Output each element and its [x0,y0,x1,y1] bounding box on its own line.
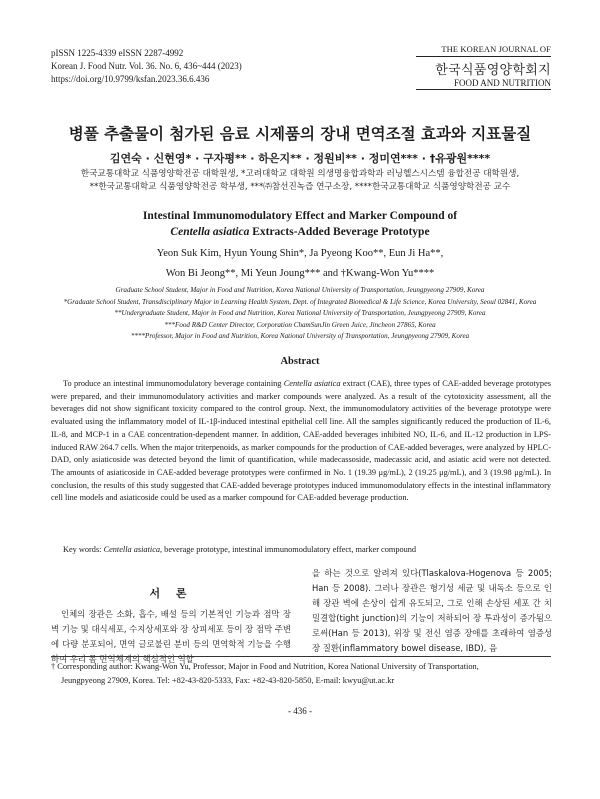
korean-authors: 김연숙 · 신현영* · 구자평** · 하은지** · 정원비** · 정미연*** · †유광원**** [109,152,491,165]
english-affiliation-line: ***Food R&D Center Director, Corporation ChamSunJin Green Juice, Jincheon 27865, Korea [164,320,436,329]
english-title-line: Intestinal Immunomodulatory Effect and Marker Compound of [142,210,458,222]
journal-logo [416,44,551,90]
english-affiliation-line: *Graduate School Student, Transdisciplinary Major in Learning Health System, Dept. of Integrated Biomedical & Life Science, Korea University, Seoul 02841, Korea [63,297,537,306]
english-affiliations [30,285,570,343]
doi-link[interactable]: https://doi.org/10.9799/ksfan.2023.36.6.436 [51,74,210,84]
intro-right-column: 을 하는 것으로 알려져 있다(Tlaskalova-Hogenova 등 2005; Han 등 2008). 그러나 장관은 형기성 세균 및 내독소 등으로 인해 장관 벽에 손상이 쉽게 유도되고, 그로 인해 손상된 세포 간 치밀결합(tight junction)의 기능이 저하되어 장 투과성이 증가됨으로써(Han 등 2013), 위장 및 전신 염증 장애를 초래하여 염증성 장 질환(inflammatory bowel disease, IBD), 음 [312,568,552,653]
species-name: Centella asiatica [170,226,250,238]
section-heading-introduction: 서 론 [149,587,193,600]
abstract-body [51,378,551,505]
korean-affiliation-line: 한국교통대학교 식품영양학전공 대학원생, *고려대학교 대학원 의생명융합과학과 러닝헬스시스템 융합전공 대학원생, [80,169,520,179]
journal-name-en: THE KOREAN JOURNAL OF [416,44,551,57]
species-name: Centella asiatica [103,545,161,554]
keywords [51,544,551,556]
intro-left-column: 인체의 장관은 소화, 흡수, 배설 등의 기본적인 기능과 점막 장벽 기능 및 대식세포, 수지상세포와 장 상피세포 등이 장 점막 주변에 다량 분포되어, 면역 글로불린 분비 등의 면역학적 기능을 수행하여 우리 몸 면역체계의 핵심적인 역할 [51,609,291,664]
corresponding-author-footnote [51,660,551,688]
issn-line: pISSN 1225-4339 eISSN 2287-4992 [51,48,184,58]
footnote-divider [51,656,551,657]
english-authors-line: Won Bi Jeong**, Mi Yeun Joung*** and †Kwang-Won Yu**** [165,268,435,279]
footnote-line: Jeungpyeong 27909, Korea. Tel: +82-43-820-5333, Fax: +82-43-820-5850, E-mail: kwyu@ut.ac.kr [61,676,395,685]
keywords-label: Key words: [63,545,104,554]
abstract-text: extract (CAE), three types of CAE-added beverage prototypes were prepared, and their immunomodulatory activities and marker compounds were analyzed. As a result of the cytotoxicity assessment, all the beverages did not show significant toxicity compared to the control group. Next, the immunomodulatory activities of the beverage prototype were evaluated using the inflammatory model of IL-1β-induced intestinal epithelial cell line. All the samples significantly reduced the production of IL-6, IL-8, and MCP-1 in a CAE concentration-dependent manner. In addition, CAE-added beverages inhibited NO, IL-6, and IL-12 production in LPS-induced RAW 264.7 cells. When the major triterpenoids, as marker compounds for the production of CAE-added beverages, were analyzed by HPLC-DAD, only asiaticoside was detected beyond the limit of quantification, while madecassoside, madecassic acid, and asiatic acid were not detected. The amounts of asiaticoside in CAE-added beverage prototypes were confirmed in No. 1 (19.39 μg/mL), 2 (19.25 μg/mL), and 3 (19.98 μg/mL). In conclusion, the results of this study suggested that CAE-added beverage prototypes induced immunomodulatory effects in the intestinal inflammatory cell line models and asiaticoside could be used as a marker compound for CAE-added beverage production. [51,379,551,503]
footnote-line: † Corresponding author: Kwang-Won Yu, Professor, Major in Food and Nutrition, Korea National University of Transportation, [51,662,479,671]
journal-name-en2: FOOD AND NUTRITION [416,78,551,90]
english-affiliation-line: ****Professor, Major in Food and Nutrition, Korea National University of Transportation, Jeungpyeong 27909, Korea [130,332,470,340]
journal-name-ko: 한국식품영양학회지 [435,63,551,78]
journal-citation: Korean J. Food Nutr. Vol. 36. No. 6, 436~444 (2023) [51,61,242,71]
english-authors-line: Yeon Suk Kim, Hyun Young Shin*, Ja Pyeong Koo**, Eun Ji Ha**, [156,248,444,259]
korean-title: 병풀 추출물이 첨가된 음료 시제품의 장내 면역조절 효과와 지표물질 [68,125,532,143]
species-name: Centella asiatica [283,379,341,388]
page-number: - 436 - [288,706,312,716]
korean-affiliations [40,168,560,194]
english-affiliation-line: **Undergraduate Student, Major in Food and Nutrition, Korea National University of Transportation, Jeungpyeong 27909, Korea [114,309,486,317]
english-title [0,208,600,240]
keywords-list: , beverage prototype, intestinal immunomodulatory effect, marker compound [160,545,417,554]
citation-header [51,47,242,86]
abstract-text: To produce an intestinal immunomodulatory beverage containing [63,379,284,388]
english-authors [30,244,570,284]
english-title-rest: Extracts-Added Beverage Prototype [249,226,430,238]
korean-affiliation-line: **한국교통대학교 식품영양학전공 학부생, ***㈜참선진녹즙 연구소장, ****한국교통대학교 식품영양학전공 교수 [89,182,511,192]
english-affiliation-line: Graduate School Student, Major in Food and Nutrition, Korea National University of Transportation, Jeungpyeong 27909, Korea [115,286,485,294]
abstract-heading: Abstract [280,356,320,367]
english-title-line [0,224,600,240]
